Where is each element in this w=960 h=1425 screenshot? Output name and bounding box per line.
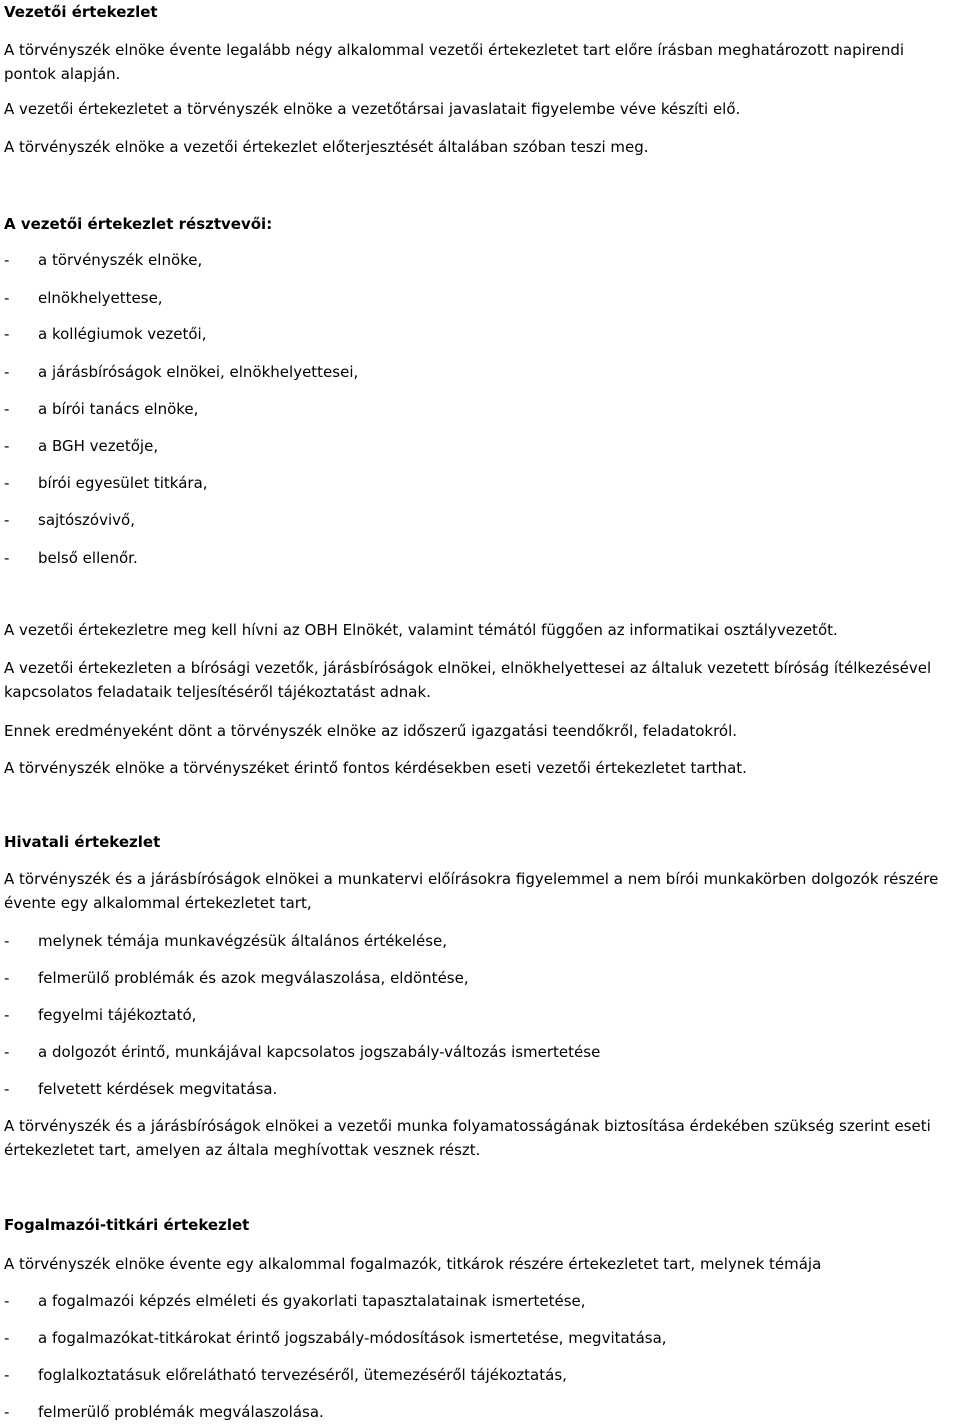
list-item [4, 510, 135, 530]
bullet-dash: - [4, 437, 10, 455]
bullet-dash: - [4, 325, 10, 343]
list-item-text: a járásbíróságok elnökei, elnökhelyettesei, [38, 363, 359, 381]
list-item-text: melynek témája munkavégzésük általános értékelése, [38, 932, 448, 950]
list-item [4, 324, 207, 344]
list-item [4, 931, 447, 951]
list-item-text: felmerülő problémák és azok megválaszolása, eldöntése, [38, 969, 469, 987]
bullet-dash: - [4, 474, 10, 492]
list-item [4, 968, 469, 988]
list-item [4, 1042, 600, 1062]
vezetoi-paragraph-3: A törvényszék elnöke a vezetői értekezlet előterjesztését általában szóban teszi meg. [4, 138, 649, 156]
vezetoi-paragraph-4: A vezetői értekezletre meg kell hívni az OBH Elnökét, valamint témától függően az informatikai osztályvezetőt. [4, 621, 838, 639]
list-item [4, 1079, 277, 1099]
section-heading-fogalmazoi: Fogalmazói-titkári értekezlet [4, 1216, 250, 1234]
list-item-text: a fogalmazói képzés elméleti és gyakorlati tapasztalatainak ismertetése, [38, 1292, 586, 1310]
list-item-text: elnökhelyettese, [38, 289, 163, 307]
list-item-text: felmerülő problémák megválaszolása. [38, 1403, 324, 1421]
bullet-dash: - [4, 1366, 10, 1384]
bullet-dash: - [4, 511, 10, 529]
list-item-text: belső ellenőr. [38, 549, 138, 567]
list-item [4, 473, 208, 493]
vezetoi-paragraph-1: A törvényszék elnöke évente legalább négy alkalommal vezetői értekezletet tart előre írásban meghatározott napirendi pontok alapján. [4, 41, 905, 83]
bullet-dash: - [4, 363, 10, 381]
list-item [4, 1365, 567, 1385]
section-heading-hivatali: Hivatali értekezlet [4, 833, 161, 851]
fogalmazoi-paragraph-1: A törvényszék elnöke évente egy alkalommal fogalmazók, titkárok részére értekezletet tart, melynek témája [4, 1255, 822, 1273]
section-heading-vezetoi: Vezetői értekezlet [4, 3, 158, 21]
list-item [4, 1291, 586, 1311]
bullet-dash: - [4, 1080, 10, 1098]
list-item-text: bírói egyesület titkára, [38, 474, 208, 492]
list-item [4, 362, 358, 382]
list-item-text: fegyelmi tájékoztató, [38, 1006, 197, 1024]
bullet-dash: - [4, 251, 10, 269]
list-item [4, 1005, 196, 1025]
hivatali-paragraph-1: A törvényszék és a járásbíróságok elnökei a munkatervi előírásokra figyelemmel a nem bírói munkakörben dolgozók részére évente egy alkalommal értekezletet tart, [4, 870, 939, 912]
list-item-text: a törvényszék elnöke, [38, 251, 203, 269]
vezetoi-paragraph-7: A törvényszék elnöke a törvényszéket érintő fontos kérdésekben eseti vezetői értekezletet tarthat. [4, 759, 747, 777]
list-item-text: sajtószóvivő, [38, 511, 135, 529]
bullet-dash: - [4, 1006, 10, 1024]
list-item-text: foglalkoztatásuk előrelátható tervezéséről, ütemezéséről tájékoztatás, [38, 1366, 567, 1384]
vezetoi-paragraph-6: Ennek eredményeként dönt a törvényszék elnöke az időszerű igazgatási teendőkről, feladatokról. [4, 722, 738, 740]
list-item [4, 399, 198, 419]
list-item-text: a fogalmazókat-titkárokat érintő jogszabály-módosítások ismertetése, megvitatása, [38, 1329, 667, 1347]
participants-heading: A vezetői értekezlet résztvevői: [4, 215, 273, 233]
bullet-dash: - [4, 969, 10, 987]
hivatali-paragraph-2: A törvényszék és a járásbíróságok elnökei a vezetői munka folyamatosságának biztosítása érdekében szükség szerint eseti értekezletet tart, amelyen az általa meghívottak vesznek részt. [4, 1117, 931, 1159]
list-item [4, 436, 158, 456]
list-item-text: a BGH vezetője, [38, 437, 159, 455]
list-item [4, 1402, 324, 1422]
bullet-dash: - [4, 932, 10, 950]
list-item-text: a kollégiumok vezetői, [38, 325, 207, 343]
list-item-text: a dolgozót érintő, munkájával kapcsolatos jogszabály-változás ismertetése [38, 1043, 601, 1061]
vezetoi-paragraph-2: A vezetői értekezletet a törvényszék elnöke a vezetőtársai javaslatait figyelembe véve készíti elő. [4, 100, 741, 118]
bullet-dash: - [4, 549, 10, 567]
list-item-text: a bírói tanács elnöke, [38, 400, 199, 418]
bullet-dash: - [4, 1329, 10, 1347]
bullet-dash: - [4, 1043, 10, 1061]
bullet-dash: - [4, 1292, 10, 1310]
bullet-dash: - [4, 289, 10, 307]
list-item [4, 288, 163, 308]
bullet-dash: - [4, 400, 10, 418]
bullet-dash: - [4, 1403, 10, 1421]
list-item [4, 1328, 667, 1348]
list-item [4, 250, 202, 270]
vezetoi-paragraph-5: A vezetői értekezleten a bírósági vezetők, járásbíróságok elnökei, elnökhelyettesei az általuk vezetett bíróság ítélkezésével kapcsolatos feladataik teljesítéséről tájékoztatást adnak. [4, 659, 932, 701]
list-item-text: felvetett kérdések megvitatása. [38, 1080, 278, 1098]
list-item [4, 548, 138, 568]
